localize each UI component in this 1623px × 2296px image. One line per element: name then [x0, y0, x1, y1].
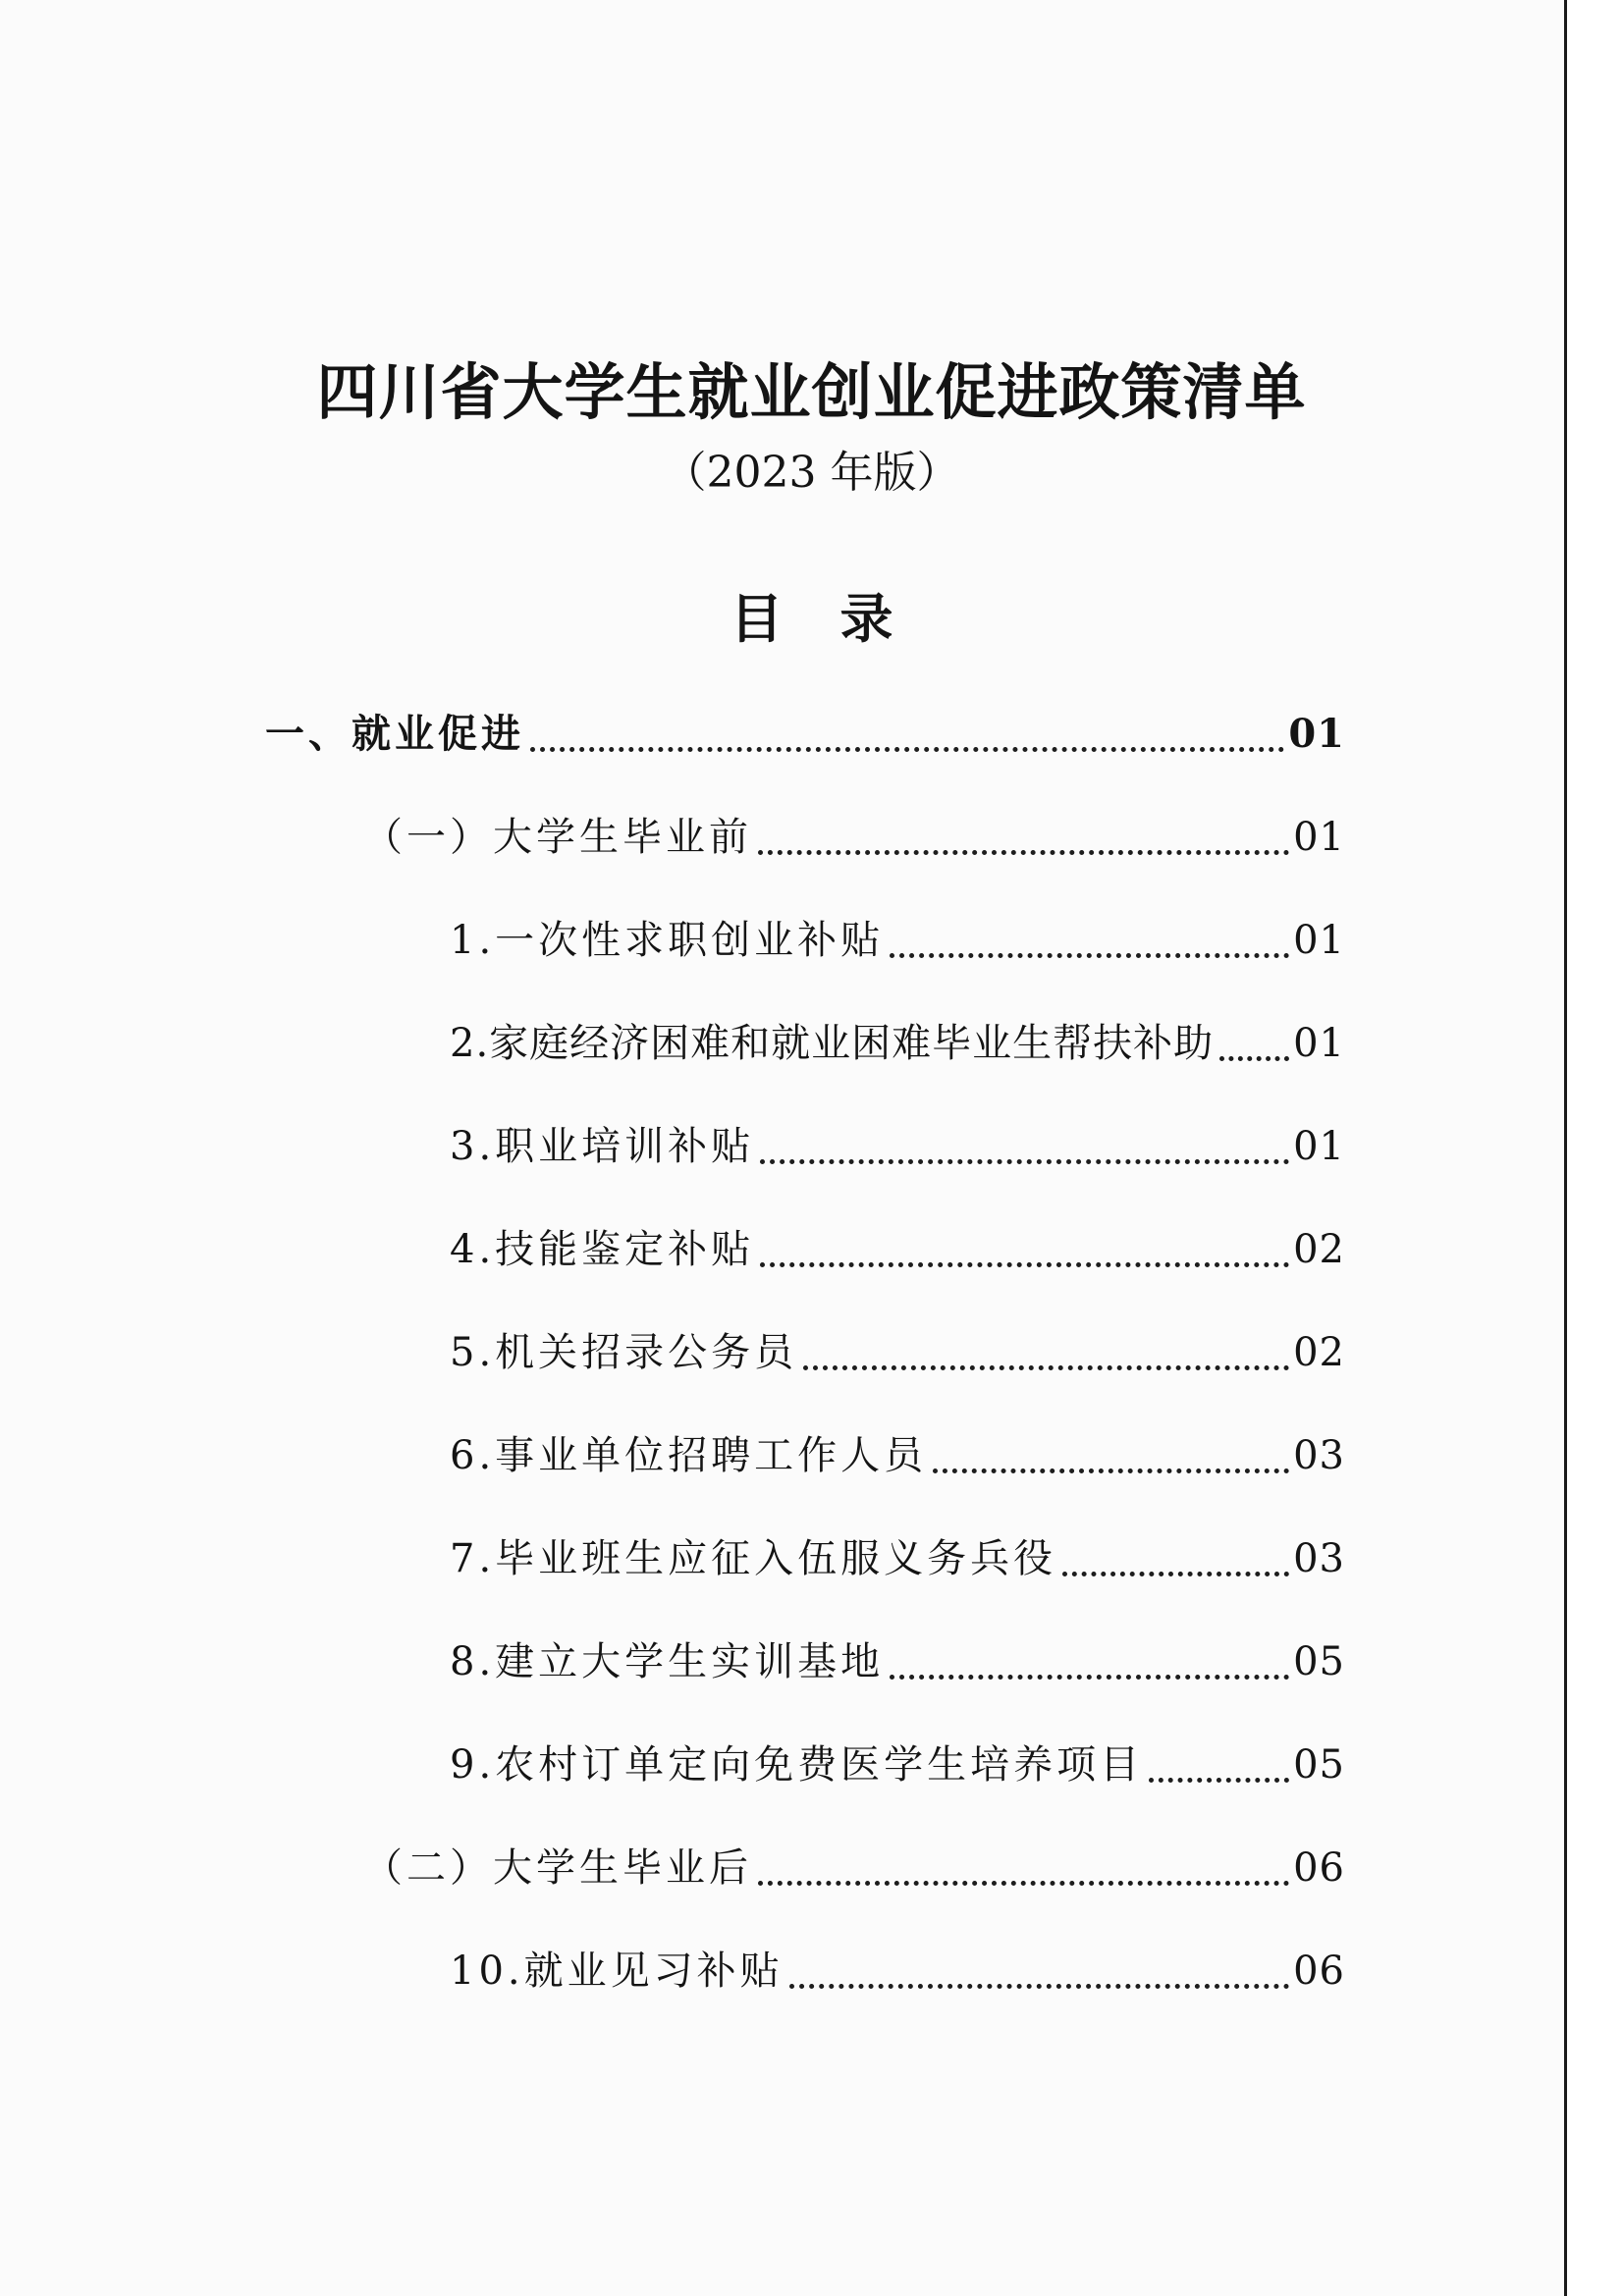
toc-entry-label: 3.职业培训补贴	[450, 1124, 755, 1169]
document-subtitle: （2023 年版）	[663, 448, 960, 498]
dot-leader	[1219, 1056, 1289, 1061]
toc-entry-page: 05	[1293, 1639, 1345, 1684]
toc-entry-page: 01	[1293, 815, 1345, 860]
toc-entry-label: 9.农村订单定向免费医学生培养项目	[450, 1742, 1144, 1788]
toc-entry-label: 4.技能鉴定补贴	[450, 1227, 755, 1272]
toc-entry-section-1[interactable]	[265, 705, 1345, 764]
dot-leader	[1062, 1572, 1289, 1576]
toc-entry-item-7[interactable]	[450, 1529, 1345, 1588]
toc-entry-page: 05	[1293, 1742, 1345, 1788]
dot-leader	[789, 1984, 1289, 1989]
toc-entry-subsection-2[interactable]	[363, 1839, 1345, 1897]
toc-entry-label: 6.事业单位招聘工作人员	[450, 1433, 928, 1478]
dot-leader	[803, 1365, 1289, 1370]
toc-entry-item-6[interactable]	[450, 1426, 1345, 1485]
toc-entry-page: 03	[1293, 1536, 1345, 1581]
toc-entry-label: 7.毕业班生应征入伍服义务兵役	[450, 1536, 1057, 1581]
dot-leader	[760, 1159, 1289, 1164]
toc-heading: 目录	[730, 587, 950, 650]
toc-entry-page: 02	[1293, 1330, 1345, 1375]
toc-entry-item-9[interactable]	[450, 1735, 1345, 1794]
dot-leader	[530, 747, 1284, 752]
document-title: 四川省大学生就业创业促进政策清单	[316, 356, 1307, 428]
toc-entry-label: （一）大学生毕业前	[363, 815, 752, 860]
toc-entry-label: 1.一次性求职创业补贴	[450, 918, 885, 963]
toc-entry-item-8[interactable]	[450, 1632, 1345, 1691]
toc-entry-page: 01	[1288, 711, 1345, 757]
dot-leader	[890, 953, 1289, 958]
toc-entry-item-4[interactable]	[450, 1220, 1345, 1279]
toc-entry-page: 01	[1293, 918, 1345, 963]
toc-entry-page: 03	[1293, 1433, 1345, 1478]
dot-leader	[933, 1468, 1289, 1473]
toc-entry-item-1[interactable]	[450, 911, 1345, 970]
dot-leader	[760, 1262, 1289, 1267]
toc-entry-label: 10.就业见习补贴	[450, 1949, 784, 1994]
toc-entry-label: 一、就业促进	[265, 711, 524, 757]
toc-entry-label: 2.家庭经济困难和就业困难毕业生帮扶补助	[450, 1021, 1215, 1066]
toc-entry-subsection-1[interactable]	[363, 808, 1345, 867]
toc-entry-label: （二）大学生毕业后	[363, 1845, 752, 1891]
dot-leader	[1149, 1778, 1289, 1783]
toc-entry-item-3[interactable]	[450, 1117, 1345, 1176]
toc-entry-label: 5.机关招录公务员	[450, 1330, 798, 1375]
toc-entry-item-2[interactable]	[450, 1014, 1345, 1073]
dot-leader	[890, 1675, 1289, 1680]
toc-entry-page: 02	[1293, 1227, 1345, 1272]
toc-entry-page: 01	[1293, 1021, 1345, 1066]
toc-entry-label: 8.建立大学生实训基地	[450, 1639, 885, 1684]
toc-entry-page: 06	[1293, 1845, 1345, 1891]
toc-entry-item-5[interactable]	[450, 1323, 1345, 1382]
toc-entry-item-10[interactable]	[450, 1942, 1345, 2001]
dot-leader	[758, 850, 1289, 855]
toc-entry-page: 06	[1293, 1949, 1345, 1994]
dot-leader	[758, 1881, 1289, 1886]
toc-entry-page: 01	[1293, 1124, 1345, 1169]
